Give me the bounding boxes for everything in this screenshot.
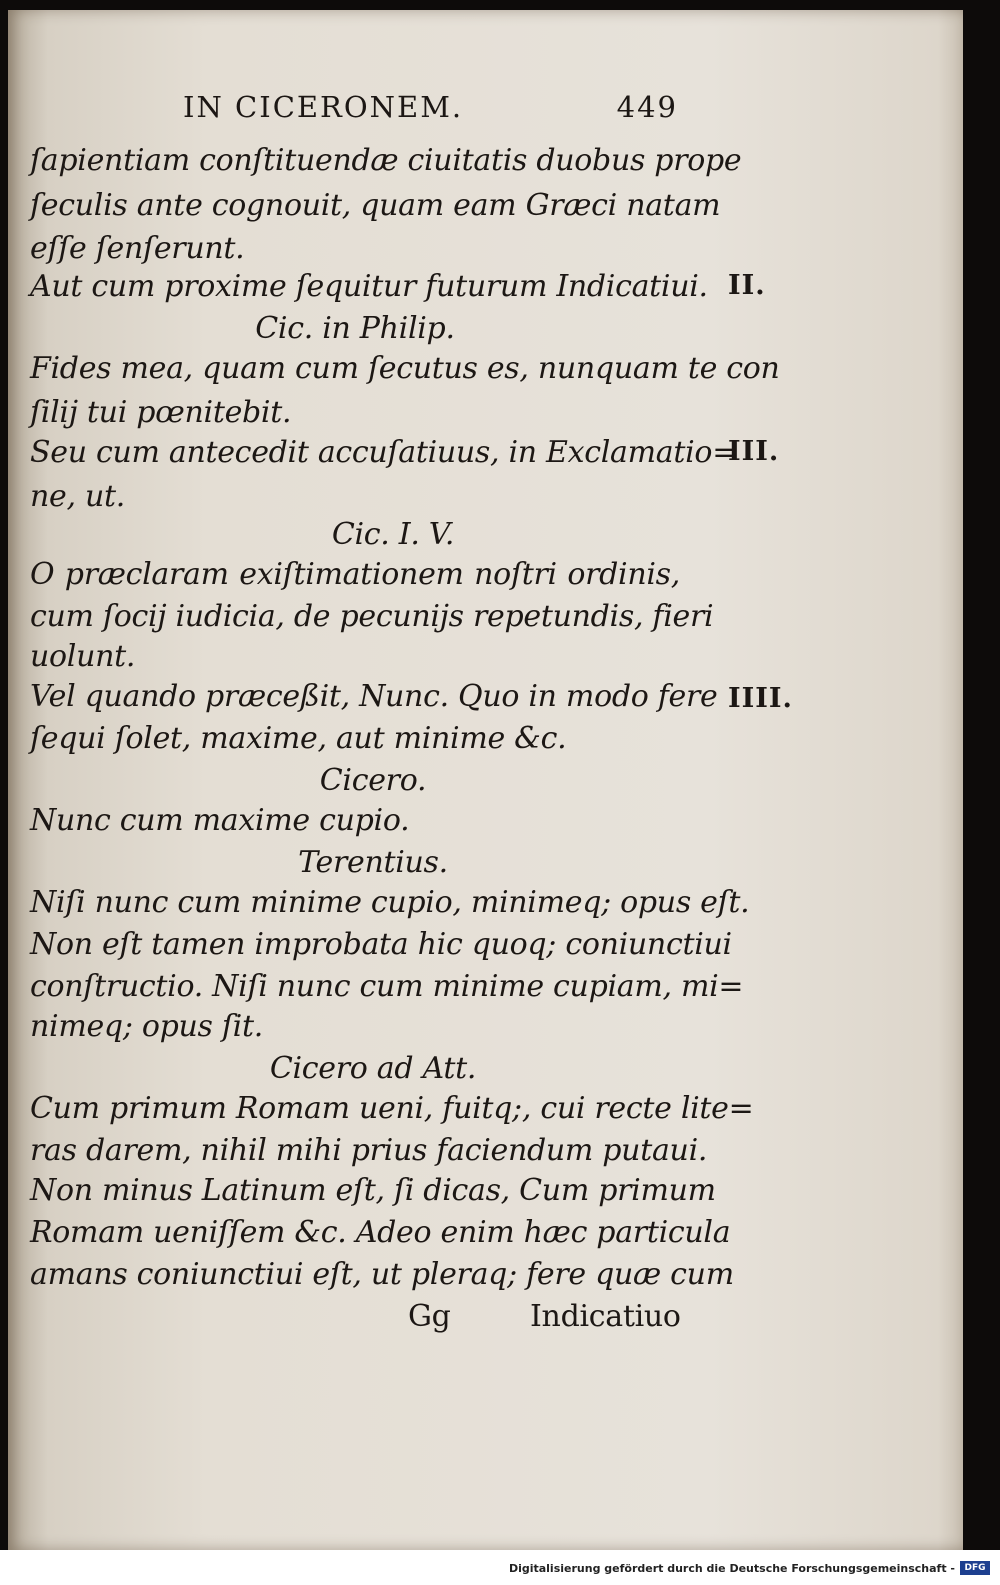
margin-note: IIII.: [728, 683, 793, 714]
text-line: Niſi nunc cum minime cupio, minimeq; opus eſt.: [30, 885, 750, 920]
citation-heading: Terentius.: [298, 845, 448, 880]
citation-heading: Cic. in Philip.: [255, 311, 455, 346]
text-line: Vel quando præceßit, Nunc. Quo in modo fere: [30, 679, 718, 714]
text-line: Nunc cum maxime cupio.: [30, 803, 410, 838]
text-line: nimeq; opus ſit.: [30, 1009, 263, 1044]
running-title: IN CICERONEM.: [183, 90, 464, 124]
text-line: conſtructio. Niſi nunc cum minime cupiam, mi=: [30, 969, 744, 1004]
text-line: uolunt.: [30, 639, 136, 674]
citation-heading: Cicero ad Att.: [269, 1051, 477, 1086]
text-line: ſapientiam conſtituendæ ciuitatis duobus prope: [30, 143, 742, 178]
book-page: [8, 10, 963, 1550]
citation-heading: Cicero.: [319, 763, 427, 798]
text-line: ne, ut.: [30, 479, 125, 514]
text-line: Fides mea, quam cum ſecutus es, nunquam te con: [30, 351, 780, 386]
text-line: Aut cum proxime ſequitur futurum Indicatiui.: [30, 269, 708, 304]
text-line: O præclaram exiſtimationem noſtri ordinis,: [30, 557, 680, 592]
text-line: ſeculis ante cognouit, quam eam Græci natam: [30, 188, 721, 223]
text-line: eſſe ſenſerunt.: [30, 231, 245, 266]
text-line: amans coniunctiui eſt, ut pleraq; fere quæ cum: [30, 1257, 734, 1292]
text-line: ſequi ſolet, maxime, aut minime &c.: [30, 721, 567, 756]
dfg-logo: DFG: [960, 1561, 990, 1575]
page-number: 449: [616, 90, 678, 124]
funding-credit: Digitalisierung gefördert durch die Deutsche Forschungsgemeinschaft -: [508, 1562, 955, 1575]
text-line: ras darem, nihil mihi prius faciendum putaui.: [30, 1133, 708, 1168]
signature-mark: Gg: [408, 1299, 451, 1334]
text-line: Romam ueniſſem &c. Adeo enim hæc particula: [30, 1215, 731, 1250]
margin-note: II.: [728, 270, 766, 301]
text-line: Cum primum Romam ueni, fuitq;, cui recte lite=: [30, 1091, 754, 1126]
text-line: ſilij tui pœnitebit.: [30, 395, 292, 430]
margin-note: III.: [728, 436, 780, 467]
text-line: Non eſt tamen improbata hic quoq; coniunctiui: [30, 927, 732, 962]
footer-bar: [0, 1550, 1000, 1585]
catchword: Indicatiuo: [530, 1299, 681, 1334]
text-line: Non minus Latinum eſt, ſi dicas, Cum primum: [30, 1173, 716, 1208]
citation-heading: Cic. I. V.: [331, 517, 455, 552]
text-line: cum ſocij iudicia, de pecunijs repetundis, fieri: [30, 599, 714, 634]
text-line: Seu cum antecedit accuſatiuus, in Exclamatio=: [30, 435, 738, 470]
